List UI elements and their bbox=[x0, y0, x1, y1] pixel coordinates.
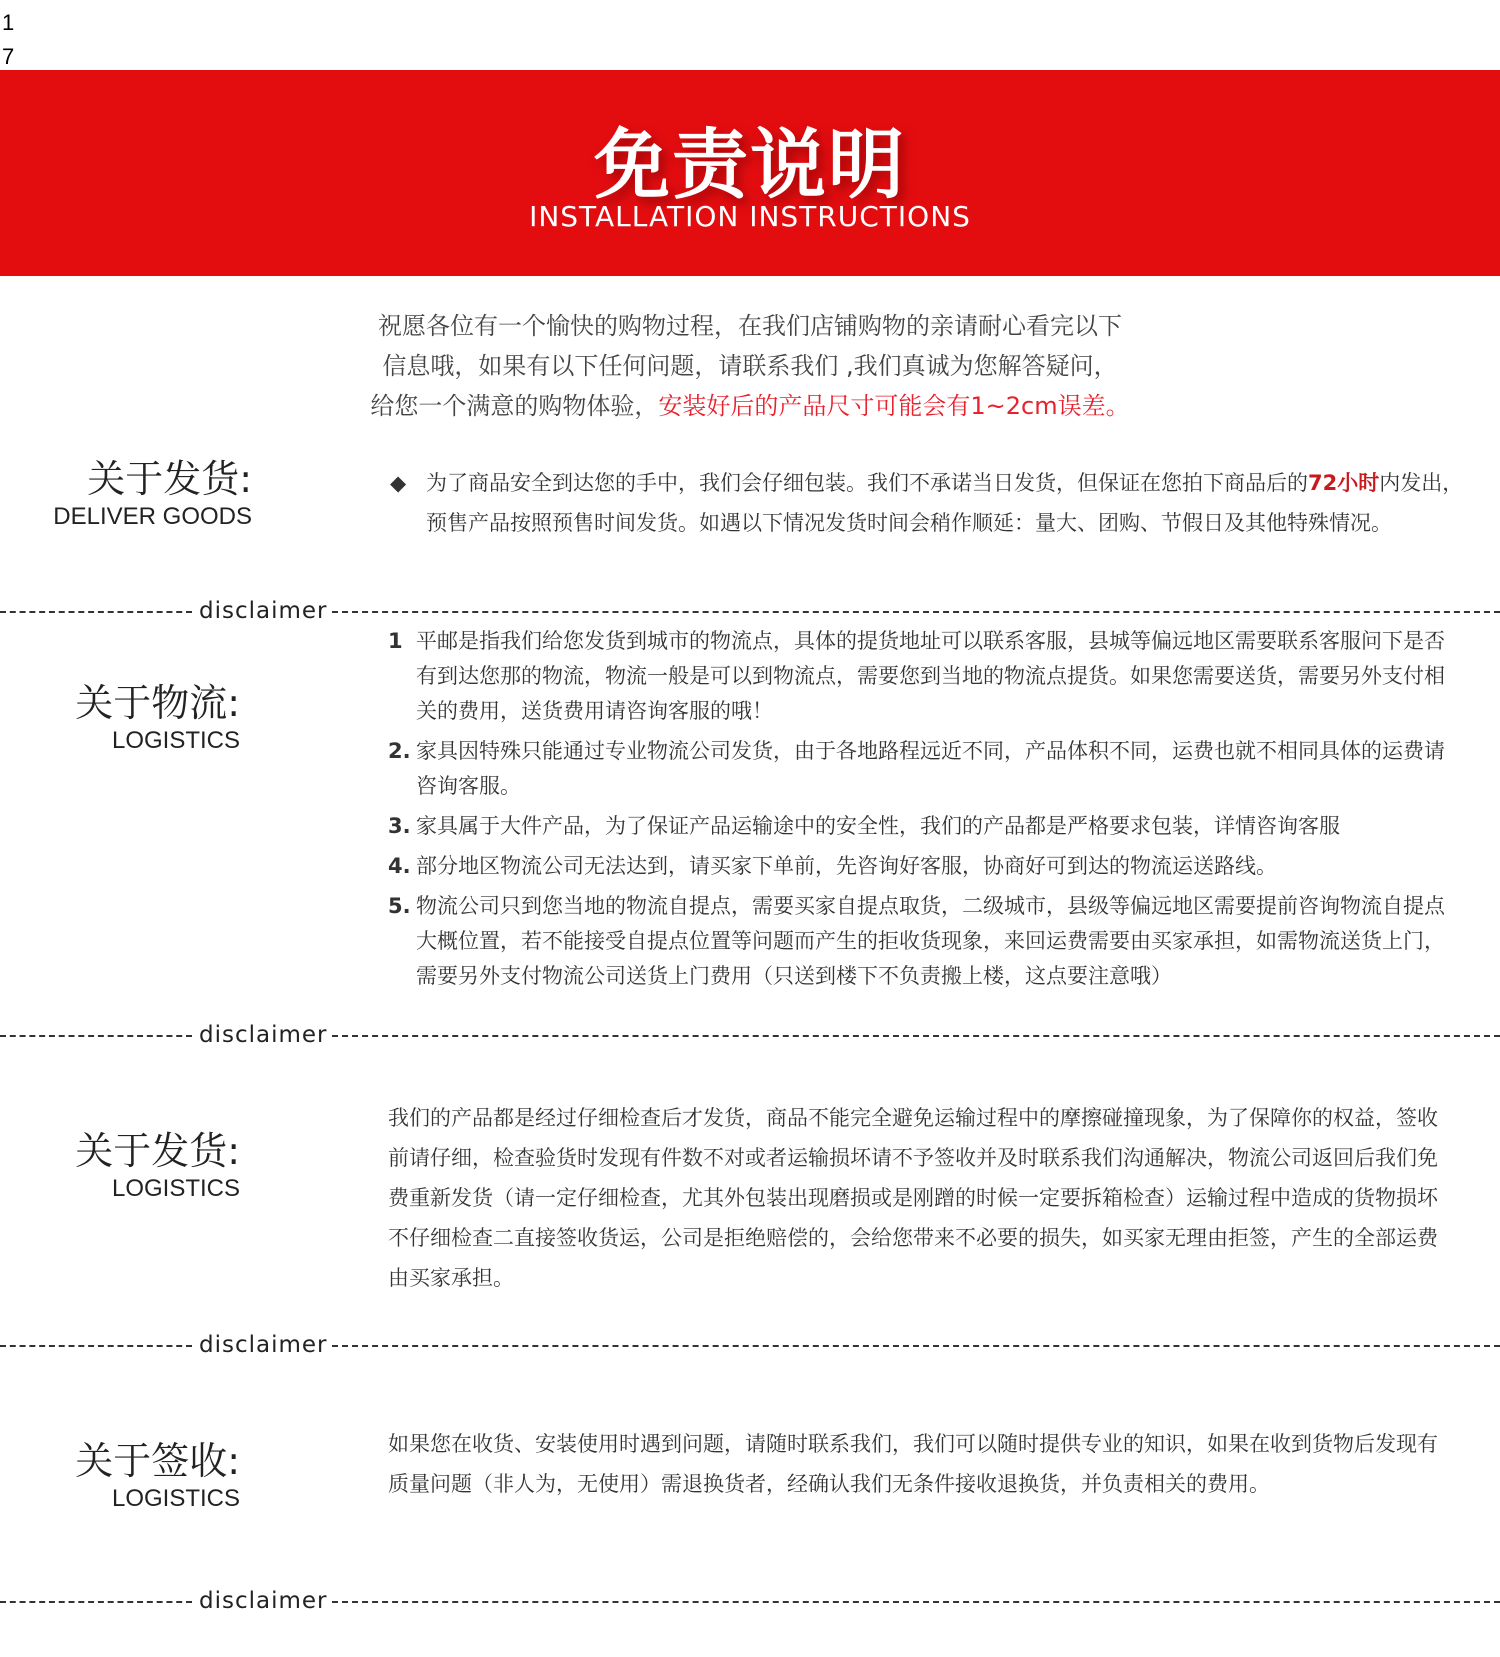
section-heading-cn: 关于发货: bbox=[75, 1129, 240, 1173]
page-mark-2: 7 bbox=[2, 44, 15, 69]
divider-label: disclaimer bbox=[199, 1332, 328, 1358]
intro-line-2: 信息哦，如果有以下任何问题，请联系我们 ,我们真诚为您解答疑问， bbox=[382, 352, 1118, 380]
intro-size-warning: 安装好后的产品尺寸可能会有1~2cm误差。 bbox=[658, 392, 1130, 420]
section-heading-en: DELIVER GOODS bbox=[53, 503, 252, 530]
header-banner bbox=[0, 70, 1500, 276]
section-heading-en: LOGISTICS bbox=[111, 1485, 240, 1512]
deliver-text-after: 内发出，预售产品按照预售时间发货。如遇以下情况发货时间会稍作顺延：量大、团购、节假日及其他特殊情况。 bbox=[426, 471, 1464, 535]
section-heading-cn: 关于物流: bbox=[75, 681, 240, 725]
page-mark-1: 1 bbox=[2, 10, 15, 35]
section-body-signoff bbox=[388, 1424, 1438, 1504]
page-marks bbox=[2, 6, 14, 74]
divider-label: disclaimer bbox=[199, 1588, 328, 1614]
list-item bbox=[388, 849, 1446, 884]
section-heading-signoff bbox=[40, 1438, 240, 1514]
inspection-text: 我们的产品都是经过仔细检查后才发货，商品不能完全避免运输过程中的摩擦碰撞现象，为了保障你的权益，签收前请仔细，检查验货时发现有件数不对或者运输损坏请不予签收并及时联系我们沟通解决，物流公司返回后我们免费重新发货（请一定仔细检查，尤其外包装出现磨损或是刚蹭的时候一定要拆箱检查）运输过程中造成的货物损坏不仔细检查二直接签收货运，公司是拒绝赔偿的，会给您带来不必要的损失，如买家无理由拒签，产生的全部运费由买家承担。 bbox=[388, 1106, 1438, 1290]
deliver-time-highlight: 72小时 bbox=[1308, 471, 1380, 495]
list-item-text: 物流公司只到您当地的物流自提点，需要买家自提点取货，二级城市，县级等偏远地区需要提前咨询物流自提点大概位置，若不能接受自提点位置等问题而产生的拒收货现象，来回运费需要由买家承担，如需物流送货上门，需要另外支付物流公司送货上门费用（只送到楼下不负责搬上楼，这点要注意哦） bbox=[416, 894, 1445, 988]
section-heading-logistics bbox=[40, 680, 240, 756]
list-item-number: 2. bbox=[388, 739, 411, 763]
list-item-text: 家具因特殊只能通过专业物流公司发货，由于各地路程远近不同，产品体积不同，运费也就不相同具体的运费请咨询客服。 bbox=[416, 739, 1445, 798]
intro-line-3 bbox=[220, 386, 1280, 426]
disclaimer-divider bbox=[0, 1586, 1500, 1616]
section-heading-inspection bbox=[40, 1128, 240, 1204]
list-item-text: 平邮是指我们给您发货到城市的物流点，具体的提货地址可以联系客服，县城等偏远地区需要联系客服问下是否有到达您那的物流，物流一般是可以到物流点，需要您到当地的物流点提货。如果您需要送货，需要另外支付相关的费用，送货费用请咨询客服的哦！ bbox=[416, 629, 1445, 723]
list-item-text: 家具属于大件产品，为了保证产品运输途中的安全性，我们的产品都是严格要求包装，详情咨询客服 bbox=[416, 814, 1340, 838]
intro-line-3-prefix: 给您一个满意的购物体验， bbox=[370, 392, 659, 420]
section-heading-cn: 关于签收: bbox=[75, 1439, 240, 1483]
divider-label: disclaimer bbox=[199, 1022, 328, 1048]
section-body-deliver bbox=[390, 463, 1476, 543]
list-item bbox=[388, 734, 1446, 804]
divider-label: disclaimer bbox=[199, 598, 328, 624]
list-item-number: 5. bbox=[388, 894, 411, 918]
signoff-text: 如果您在收货、安装使用时遇到问题，请随时联系我们，我们可以随时提供专业的知识，如果在收到货物后发现有质量问题（非人为，无使用）需退换货者，经确认我们无条件接收退换货，并负责相关的费用。 bbox=[388, 1432, 1438, 1496]
section-body-logistics bbox=[388, 624, 1446, 994]
list-item-number: 1 bbox=[388, 629, 403, 653]
section-heading-en: LOGISTICS bbox=[111, 727, 240, 754]
intro-paragraph bbox=[220, 306, 1280, 426]
list-item-number: 3. bbox=[388, 814, 411, 838]
banner-subtitle: INSTALLATION INSTRUCTIONS bbox=[529, 200, 971, 233]
list-item-number: 4. bbox=[388, 854, 411, 878]
deliver-text-before: 为了商品安全到达您的手中，我们会仔细包装。我们不承诺当日发货，但保证在您拍下商品后的 bbox=[426, 471, 1308, 495]
diamond-bullet-icon: ◆ bbox=[390, 471, 407, 495]
section-body-inspection bbox=[388, 1098, 1438, 1298]
list-item bbox=[388, 809, 1446, 844]
banner-title: 免责说明 bbox=[594, 120, 906, 209]
disclaimer-divider bbox=[0, 1020, 1500, 1050]
disclaimer-divider bbox=[0, 596, 1500, 626]
list-item bbox=[388, 889, 1446, 994]
disclaimer-divider bbox=[0, 1330, 1500, 1360]
section-heading-en: LOGISTICS bbox=[111, 1175, 240, 1202]
intro-line-1: 祝愿各位有一个愉快的购物过程，在我们店铺购物的亲请耐心看完以下 bbox=[378, 312, 1122, 340]
section-heading-deliver bbox=[40, 456, 252, 532]
list-item-text: 部分地区物流公司无法达到，请买家下单前，先咨询好客服，协商好可到达的物流运送路线。 bbox=[416, 854, 1277, 878]
section-heading-cn: 关于发货: bbox=[87, 457, 252, 501]
list-item bbox=[388, 624, 1446, 729]
